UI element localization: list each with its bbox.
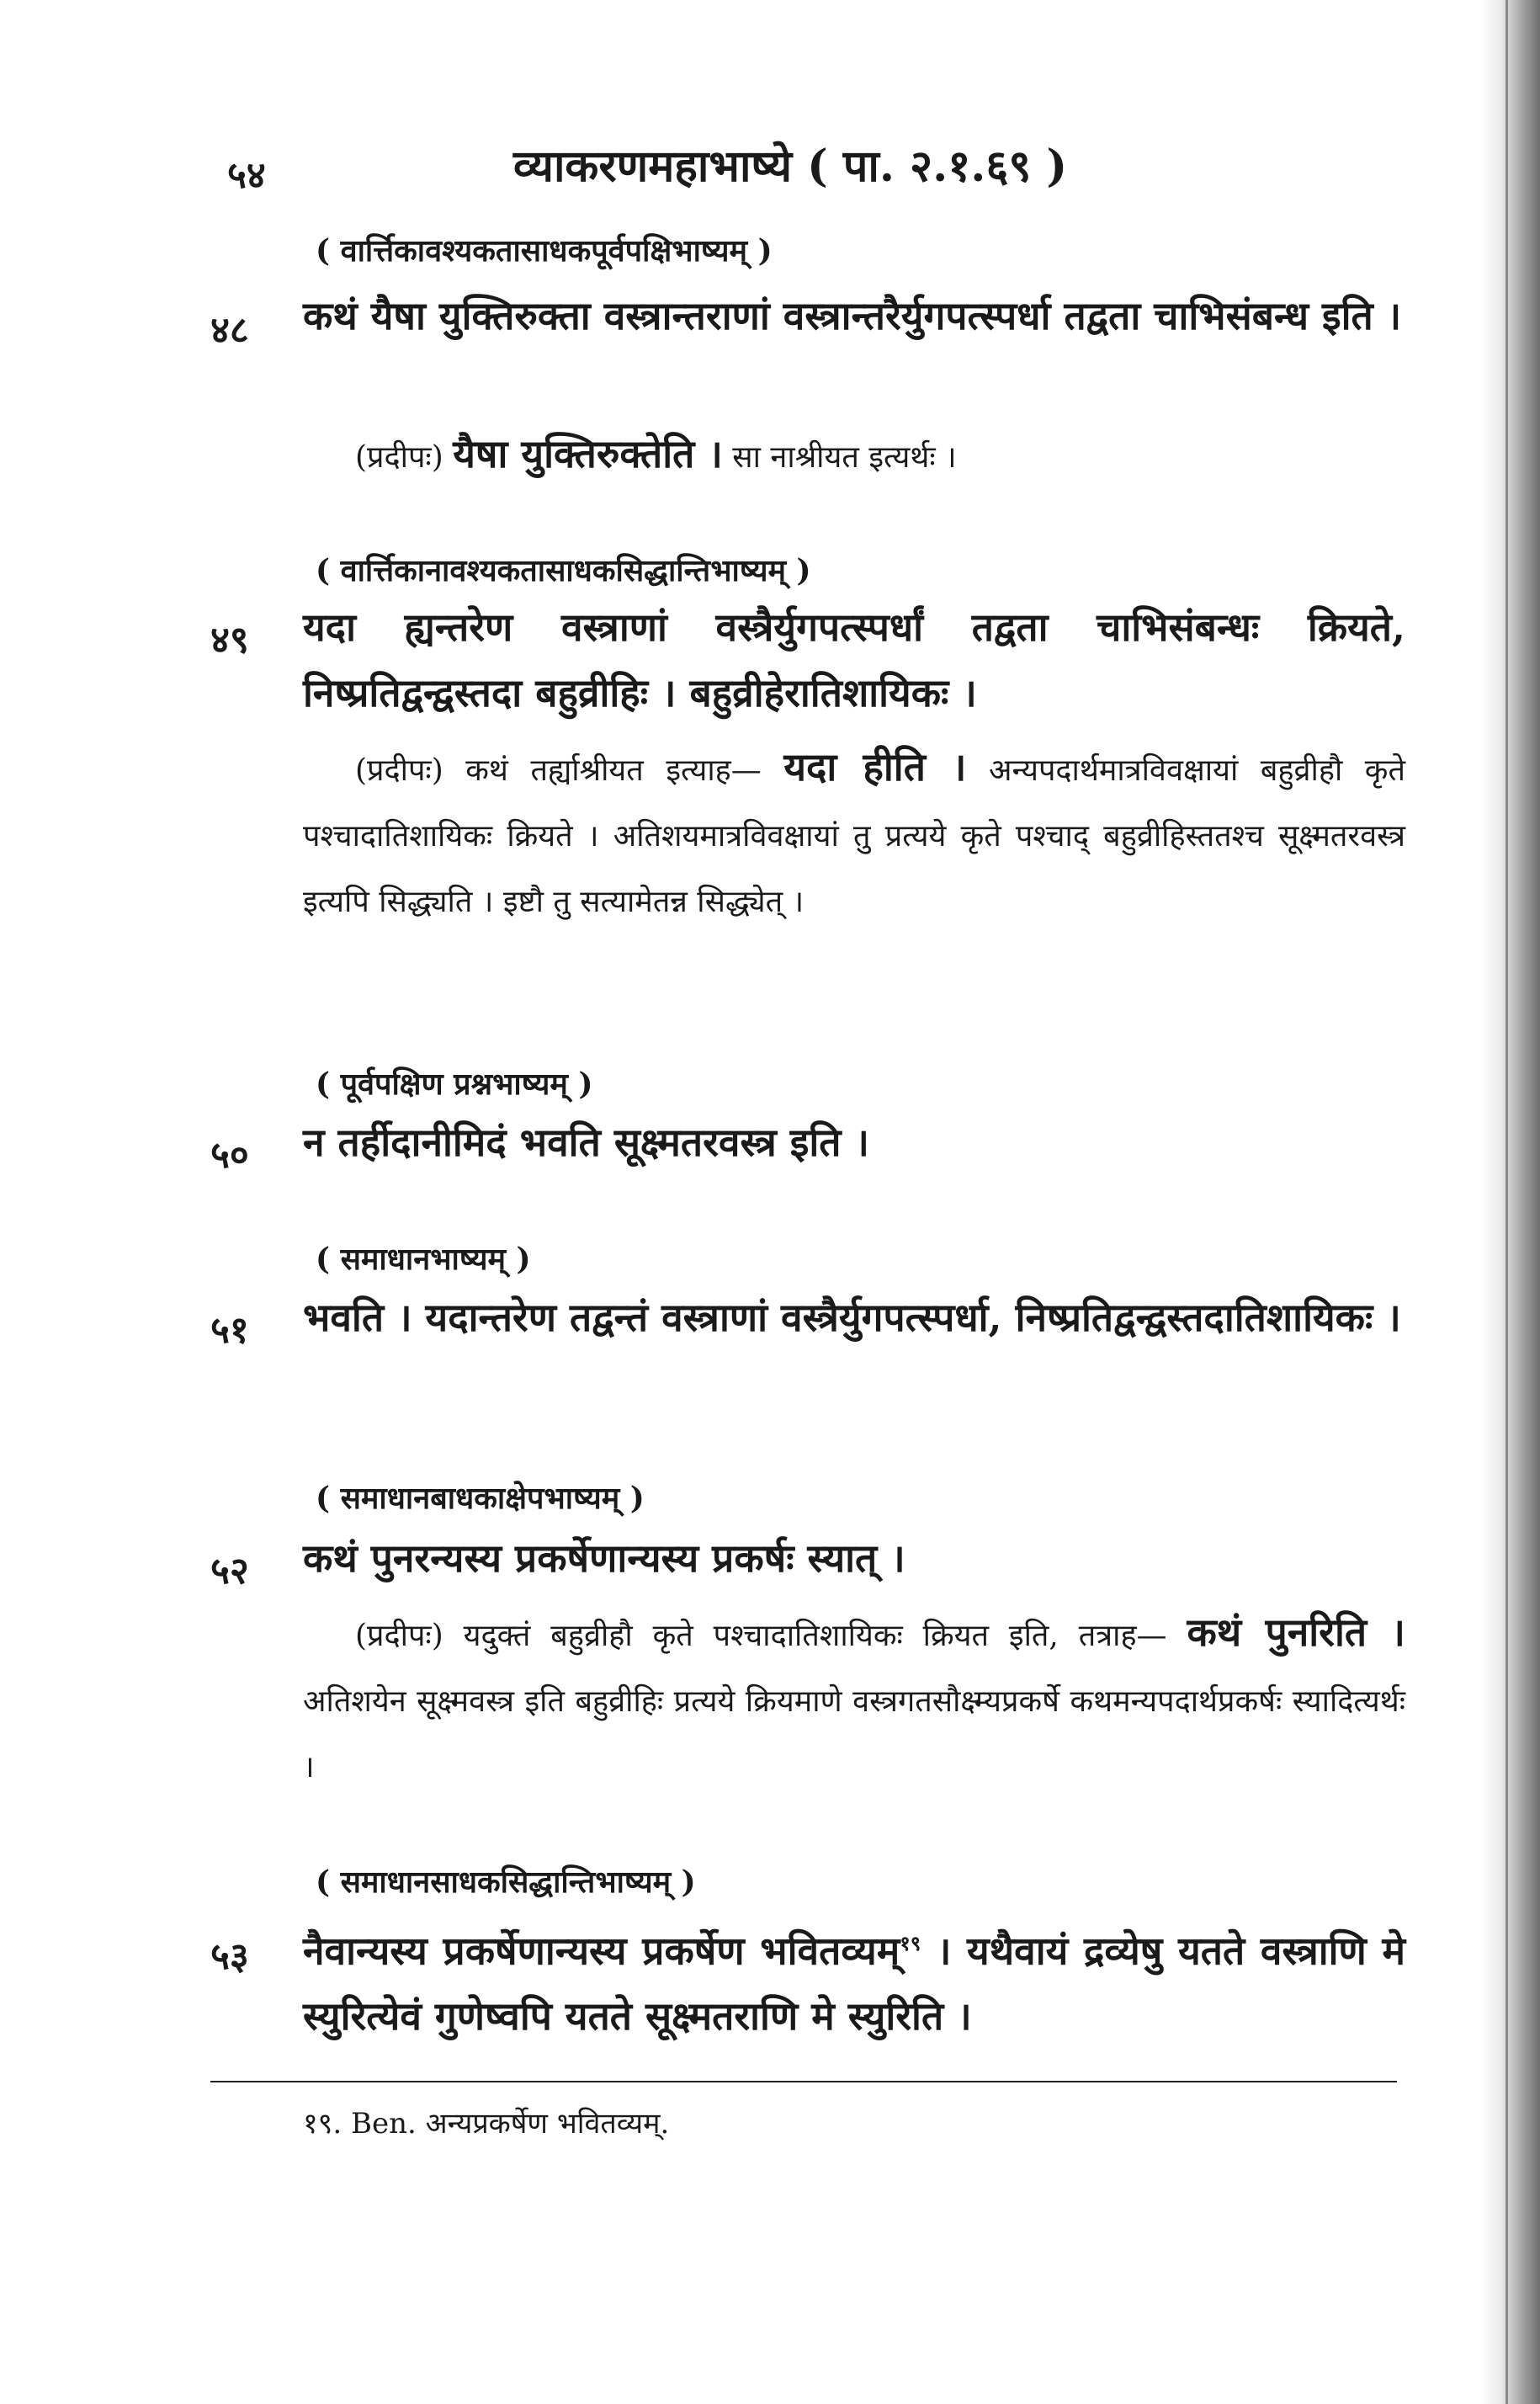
page-edge-line xyxy=(1505,0,1508,2404)
pradipa-label: (प्रदीपः) xyxy=(355,440,443,475)
footnote: १९. Ben. अन्यप्रकर्षेण भवितव्यम्. xyxy=(303,2107,670,2141)
section-heading: ( समाधानबाधकाक्षेपभाष्यम् ) xyxy=(316,1481,645,1516)
section-number: ५० xyxy=(210,1134,249,1177)
bhashya-text xyxy=(303,1911,1405,2049)
section-heading: ( वार्त्तिकानावश्यकतासाधकसिद्धान्तिभाष्यम् ) xyxy=(316,553,811,588)
section-number: ४९ xyxy=(210,619,249,662)
section-number: ५१ xyxy=(210,1309,249,1352)
pradipa-commentary xyxy=(303,421,1405,491)
bhashya-text: यदा ह्यन्तरेण वस्त्राणां वस्त्रैर्युगपत्स्पर्धां तद्वता चाभिसंबन्धः क्रियते, निष्प्रतिद्वन्द्वस्तदा बहुव्रीहिः । बहुव्रीहेरातिशायिकः । xyxy=(303,604,1405,715)
pradipa-label: (प्रदीपः) xyxy=(355,1619,443,1653)
section-number: ५३ xyxy=(210,1935,249,1978)
pradipa-commentary xyxy=(303,734,1405,935)
pradipa-emphasis: यदा हीति । xyxy=(783,744,967,790)
page-edge-shadow xyxy=(1481,0,1540,2404)
pradipa-before: यदुक्तं बहुव्रीहौ कृते पश्चादातिशायिकः क्रियत इति, तत्राह— xyxy=(463,1619,1167,1653)
section-heading: ( वार्त्तिकावश्यकतासाधकपूर्वपक्षिभाष्यम् ) xyxy=(316,233,773,269)
page-number: ५४ xyxy=(227,154,266,197)
pradipa-emphasis: कथं पुनरिति । xyxy=(1187,1609,1405,1655)
running-title: व्याकरणमहाभाष्ये ( पा. २.१.६९ ) xyxy=(513,141,1068,192)
footnote-rule xyxy=(210,2081,1397,2082)
pradipa-commentary xyxy=(303,1599,1405,1800)
pradipa-label: (प्रदीपः) xyxy=(355,753,443,788)
bhashya-text-part: । यथैवायं द्रव्येषु यतते वस्त्राणि मे स्युरित्येवं गुणेष्वपि यतते सूक्ष्मतराणि मे स्युरिति । xyxy=(303,1928,1405,2040)
bhashya-text: न तर्हीदानीमिदं भवति सूक्ष्मतरवस्त्र इति । xyxy=(303,1120,869,1165)
bhashya-text: कथं यैषा युक्तिरुक्ता वस्त्रान्तराणां वस्त्रान्तरैर्युगपत्स्पर्धा तद्वता चाभिसंबन्ध इति । xyxy=(303,293,1402,338)
pradipa-text: अतिशयेन सूक्ष्मवस्त्र इति बहुव्रीहिः प्रत्यये क्रियमाणे वस्त्रगतसौक्ष्म्यप्रकर्षे कथमन्यपदार्थप्रकर्षः स्यादित्यर्थः । xyxy=(303,1684,1405,1784)
bhashya-text: भवति । यदान्तरेण तद्वन्तं वस्त्राणां वस्त्रैर्युगपत्स्पर्धा, निष्प्रतिद्वन्द्वस्तदातिशायिकः । xyxy=(303,1295,1401,1340)
section-heading: ( समाधानसाधकसिद्धान्तिभाष्यम् ) xyxy=(316,1864,696,1900)
pradipa-text: सा नाश्रीयत इत्यर्थः । xyxy=(732,440,957,475)
section-number: ५२ xyxy=(210,1550,249,1593)
page-header xyxy=(227,135,1422,202)
pradipa-text: अन्यपदार्थमात्रविवक्षायां बहुव्रीहौ कृते पश्चादातिशायिकः क्रियते । अतिशयमात्रविवक्षायां तु प्रत्यये कृते पश्चाद् बहुव्रीहिस्ततश्च सूक्ष्मतरवस्त्र इत्यपि सिद्ध्यति । इष्टौ तु सत्यामेतन्न सिद्ध्येत् । xyxy=(303,753,1405,919)
section-heading: ( समाधानभाष्यम् ) xyxy=(316,1242,531,1277)
bhashya-text-part: नैवान्यस्य प्रकर्षेणान्यस्य प्रकर्षेण भवितव्यम् xyxy=(303,1928,900,1974)
pradipa-before: कथं तर्ह्याश्रीयत इत्याह— xyxy=(465,753,762,788)
section-heading: ( पूर्वपक्षिण प्रश्नभाष्यम् ) xyxy=(316,1066,593,1102)
section-number: ४८ xyxy=(210,309,249,352)
bhashya-text: कथं पुनरन्यस्य प्रकर्षेणान्यस्य प्रकर्षः स्यात् । xyxy=(303,1535,905,1581)
pradipa-emphasis: यैषा युक्तिरुक्तेति । xyxy=(453,431,723,476)
footnote-reference: १९ xyxy=(900,1931,921,1955)
